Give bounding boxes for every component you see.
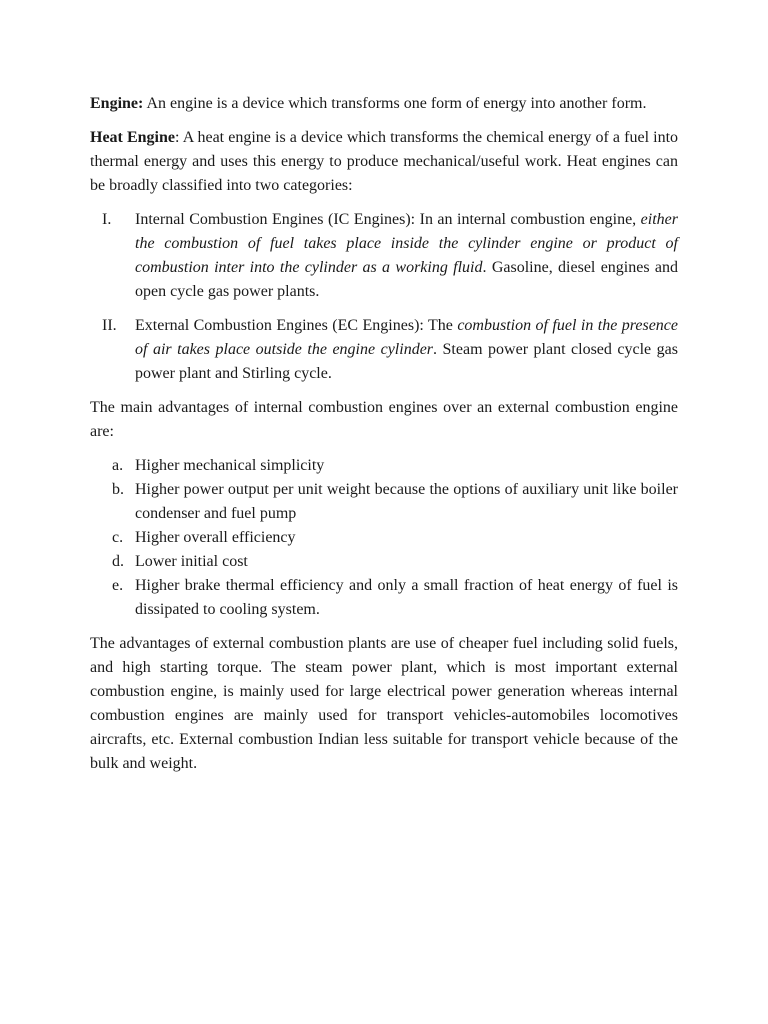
heat-engine-term: Heat Engine — [90, 129, 176, 146]
closing-paragraph: The advantages of external combustion plants are use of cheaper fuel including solid fuels, and high starting torque. The steam power plant, which is most important external combustion engine, is mainly used for large electrical power generation whereas internal combustion engines are mainly used for transport vehicles-automobiles locomotives aircrafts, etc. External combustion Indian less suitable for transport vehicle because of the bulk and weight. — [90, 635, 678, 772]
category-tail: . Gasoline, diesel engines and open cycle gas power plants. — [135, 259, 679, 300]
engine-categories-list — [90, 208, 678, 386]
document-page — [90, 92, 678, 786]
list-marker: c. — [112, 529, 124, 546]
list-marker: b. — [112, 481, 124, 498]
list-item — [90, 550, 678, 574]
list-marker: II. — [102, 317, 117, 334]
list-item — [90, 454, 678, 478]
engine-definition — [90, 92, 678, 116]
list-marker: e. — [112, 577, 124, 594]
heat-engine-definition-text: : A heat engine is a device which transforms the chemical energy of a fuel into thermal energy and uses this energy to produce mechanical/useful work. Heat engines can be broadly classified into two categories: — [90, 129, 679, 194]
advantage-text: Higher power output per unit weight because the options of auxiliary unit like boiler condenser and fuel pump — [135, 481, 678, 522]
category-tail: . Steam power plant closed cycle gas power plant and Stirling cycle. — [135, 341, 678, 382]
list-item — [90, 478, 678, 526]
advantages-intro: The main advantages of internal combustion engines over an external combustion engine are: — [90, 399, 678, 440]
list-item — [90, 314, 678, 386]
advantages-list — [90, 454, 678, 622]
engine-term: Engine: — [90, 95, 144, 112]
advantage-text: Higher overall efficiency — [135, 529, 296, 546]
list-marker: I. — [102, 211, 112, 228]
heat-engine-definition — [90, 126, 678, 198]
engine-definition-text: An engine is a device which transforms one form of energy into another form. — [143, 95, 647, 112]
category-lead: Internal Combustion Engines (IC Engines): In an internal combustion engine, — [135, 211, 641, 228]
list-marker: a. — [112, 457, 124, 474]
advantage-text: Higher mechanical simplicity — [135, 457, 325, 474]
list-item — [90, 574, 678, 622]
advantage-text: Lower initial cost — [135, 553, 248, 570]
list-item — [90, 208, 678, 304]
category-italic: either the combustion of fuel takes place inside the cylinder engine or product of combustion inter into the cylinder as a working fluid — [135, 211, 678, 276]
list-item — [90, 526, 678, 550]
category-lead: External Combustion Engines (EC Engines): The — [135, 317, 458, 334]
advantage-text: Higher brake thermal efficiency and only a small fraction of heat energy of fuel is dissipated to cooling system. — [135, 577, 678, 618]
list-marker: d. — [112, 553, 124, 570]
category-italic: combustion of fuel in the presence of air takes place outside the engine cylinder — [135, 317, 679, 358]
